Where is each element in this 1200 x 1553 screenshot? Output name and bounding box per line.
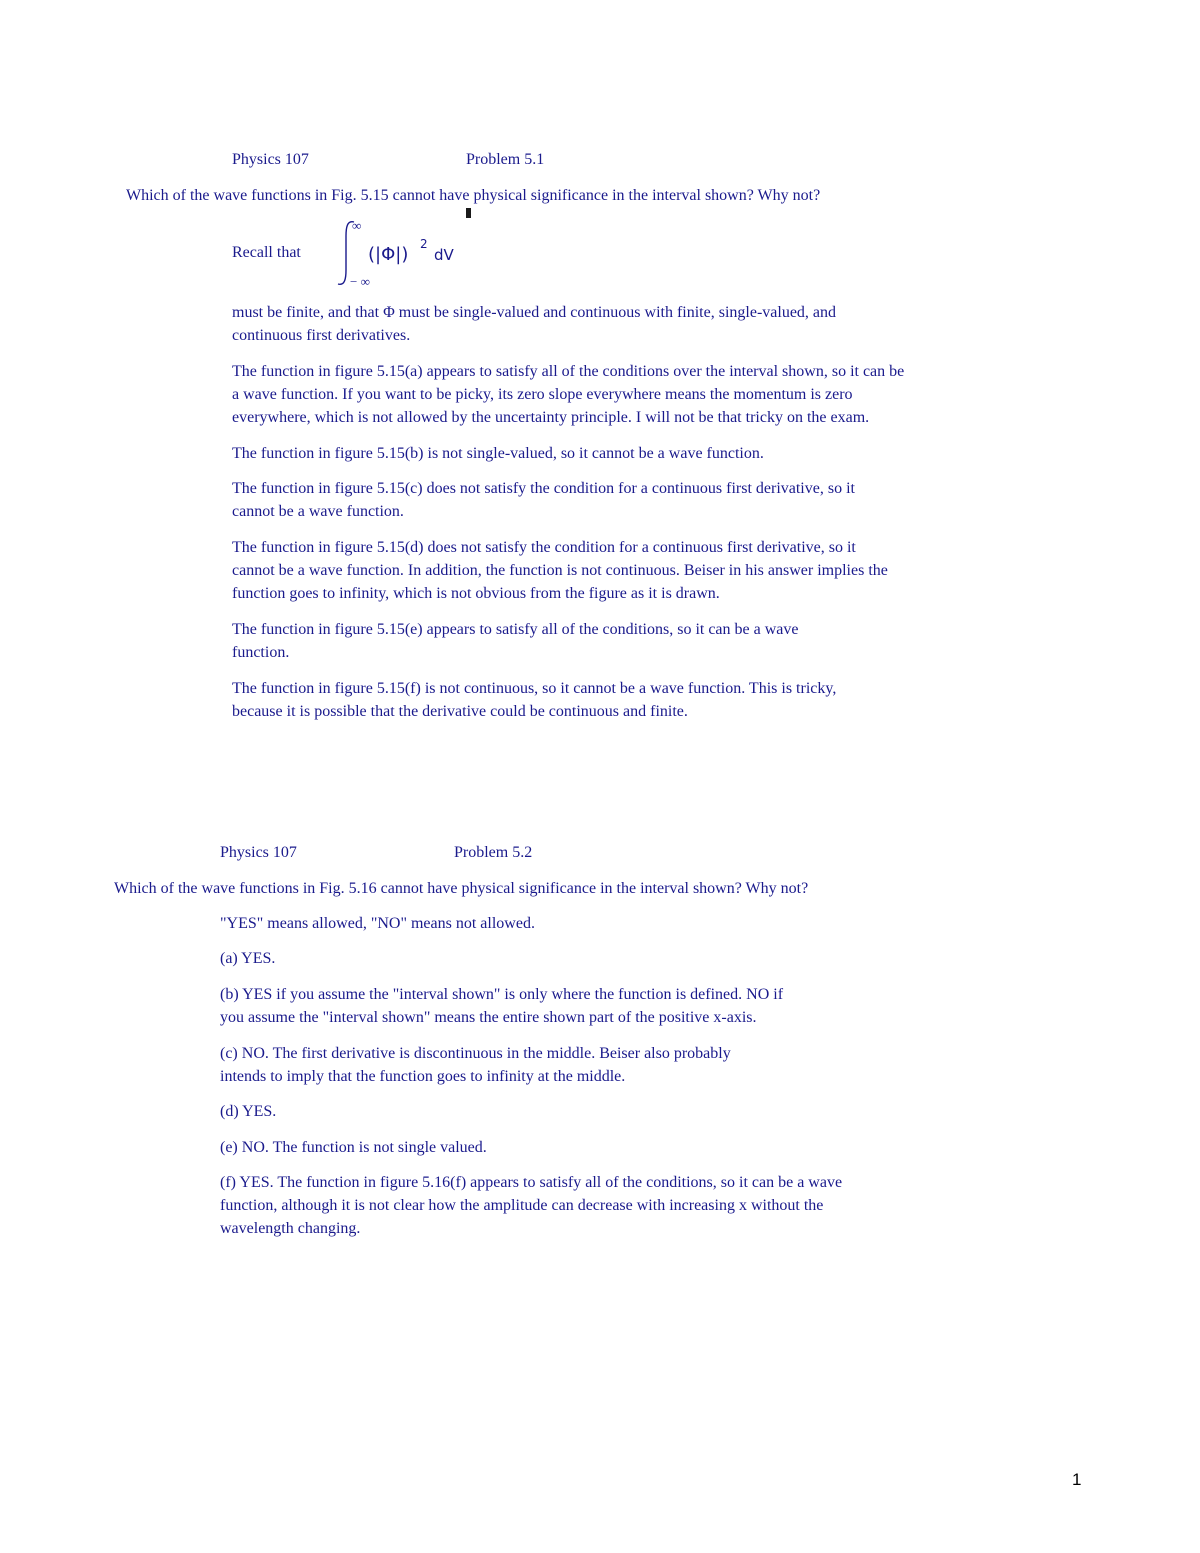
integral-lower-limit: − ∞ [350,274,370,289]
answer-line: everywhere, which is not allowed by the uncertainty principle. I will not be that tricky on the exam. [232,409,870,426]
recall-label: Recall that [232,244,301,261]
answer-5-15-f [232,677,836,723]
answer-line: The function in figure 5.15(d) does not satisfy the condition for a continuous first derivative, so it [232,539,856,556]
problem1-question: Which of the wave functions in Fig. 5.15 cannot have physical significance in the interval shown? Why not? [126,187,821,204]
answer-line: function. [232,644,290,661]
answer-line: The function in figure 5.15(f) is not continuous, so it cannot be a wave function. This is tricky, [232,680,837,697]
cursor-marker [466,208,471,218]
conditions-line: must be finite, and that Φ must be single-valued and continuous with finite, single-valued, and [232,304,837,321]
answer-5-16-a [220,947,275,970]
problem2-title: Problem 5.2 [454,844,533,861]
integrand: (|Φ|) [368,244,409,265]
integral-upper-limit: ∞ [352,218,362,233]
answer-line: function, although it is not clear how the amplitude can decrease with increasing x without the [220,1197,824,1214]
answer-line: cannot be a wave function. [232,503,404,520]
problem1-title: Problem 5.1 [466,151,545,168]
conditions-paragraph [232,301,836,347]
answer-5-15-a [232,360,904,429]
answer-5-15-c [232,477,855,523]
answer-line: wavelength changing. [220,1220,361,1237]
answer-5-16-c [220,1042,731,1088]
answer-5-15-e [232,618,799,664]
problem2-question: Which of the wave functions in Fig. 5.16 cannot have physical significance in the interval shown? Why not? [114,880,809,897]
differential: dV [434,246,454,264]
answer-line: The function in figure 5.15(c) does not satisfy the condition for a continuous first derivative, so it [232,480,855,497]
legend-line: "YES" means allowed, "NO" means not allowed. [220,915,535,932]
answer-line: function goes to infinity, which is not obvious from the figure as it is drawn. [232,585,720,602]
answer-line: (e) NO. The function is not single valued. [220,1139,487,1156]
integrand-exponent: 2 [420,237,428,251]
answer-line: (b) YES if you assume the "interval shown" is only where the function is defined. NO if [220,986,784,1003]
page-number: 1 [1072,1470,1082,1489]
problem2-course: Physics 107 [220,844,297,861]
problem1-course: Physics 107 [232,151,309,168]
answer-line: (a) YES. [220,950,276,967]
answer-line: intends to imply that the function goes to infinity at the middle. [220,1068,626,1085]
answer-line: because it is possible that the derivative could be continuous and finite. [232,703,688,720]
answer-line: (d) YES. [220,1103,277,1120]
answer-line: The function in figure 5.15(b) is not single-valued, so it cannot be a wave function. [232,445,764,462]
answer-line: a wave function. If you want to be picky, its zero slope everywhere means the momentum is zero [232,386,853,403]
answer-5-16-d [220,1100,276,1123]
answer-line: (f) YES. The function in figure 5.16(f) appears to satisfy all of the conditions, so it can be a wave [220,1174,843,1191]
answer-5-15-d [232,536,888,605]
yes-no-legend [220,912,535,935]
answer-line: (c) NO. The first derivative is discontinuous in the middle. Beiser also probably [220,1045,731,1062]
answer-line: The function in figure 5.15(e) appears to satisfy all of the conditions, so it can be a wave [232,621,799,638]
conditions-line: continuous first derivatives. [232,327,411,344]
answer-5-16-e [220,1136,487,1159]
answer-5-16-b [220,983,783,1029]
answer-5-16-f [220,1171,842,1240]
answer-line: you assume the "interval shown" means the entire shown part of the positive x-axis. [220,1009,757,1026]
answer-5-15-b [232,442,764,465]
answer-line: The function in figure 5.15(a) appears to satisfy all of the conditions over the interval shown, so it can be [232,363,905,380]
integral-formula [330,218,490,290]
answer-line: cannot be a wave function. In addition, the function is not continuous. Beiser in his answer implies the [232,562,888,579]
